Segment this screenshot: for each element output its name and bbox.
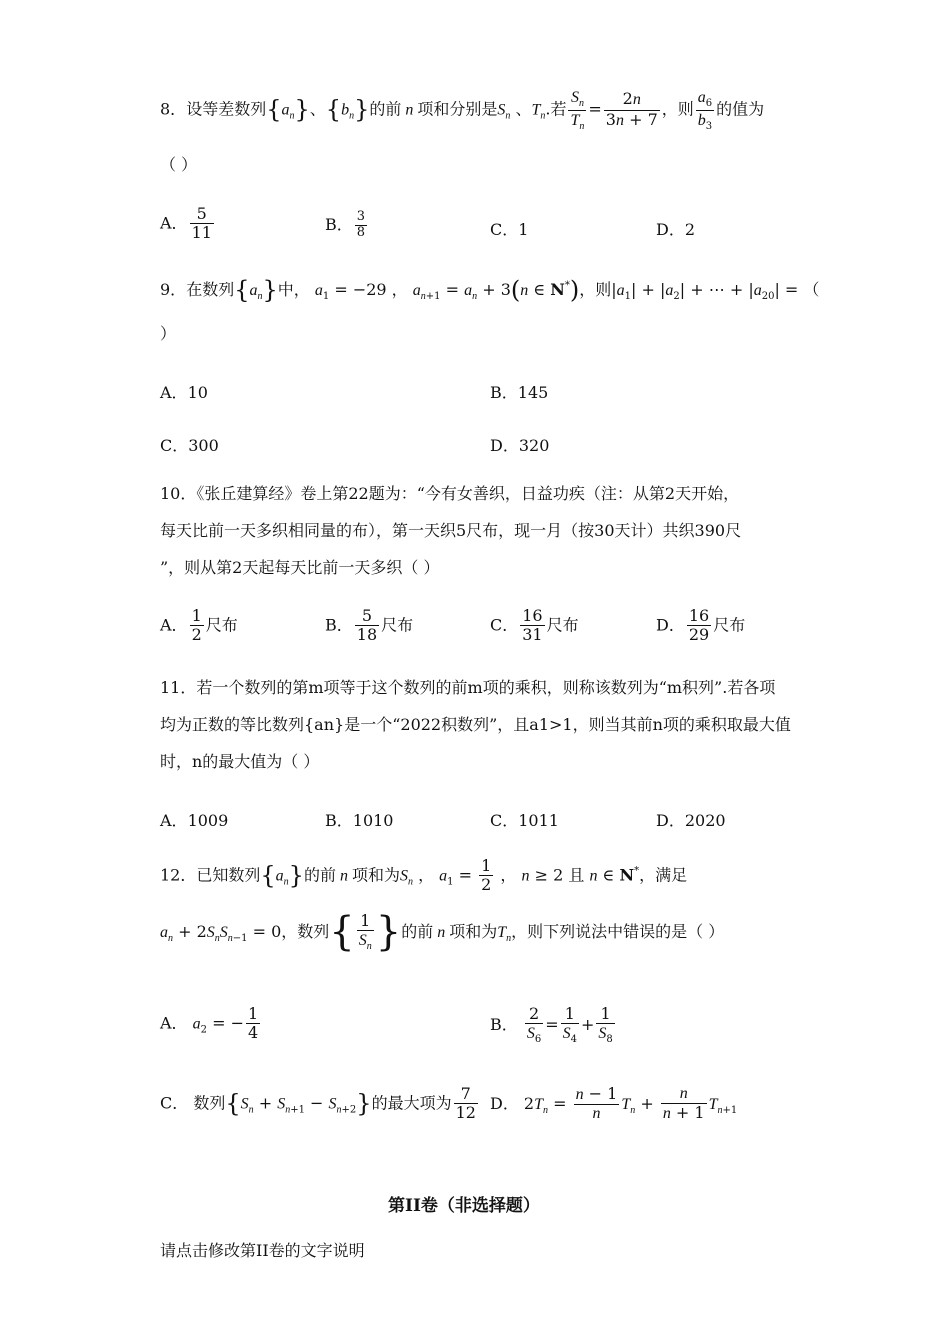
q10-option-a[interactable]: A． $\frac{1}{2}$ 尺布: [160, 606, 238, 645]
q9-stem: 9．在数列$\{a_n\}$中， $a_1 = -29$ ， $a_{n+1} = a_n + 3(n$ ∈ N*)，则$|a_1| + |a_2|$ + ⋯ + $|a_{20}|$ = （: [160, 276, 820, 304]
q10-option-d[interactable]: D． $\frac{16}{29}$ 尺布: [656, 606, 746, 645]
q11-stem-line1: 11．若一个数列的第m项等于这个数列的前m项的乘积，则称该数列为“m积列”.若各项: [160, 678, 776, 697]
q8-option-c[interactable]: C．1: [490, 220, 529, 239]
q8-paren: （ ）: [160, 155, 198, 174]
q8-rhs-fraction: $\frac{2n}{3n + 7}$: [605, 89, 658, 129]
q9-close-paren: ）: [160, 324, 177, 343]
q12-option-c[interactable]: C． 数列$\{S_n + S_{n+1} - S_{n+2}\}$的最大项为 $\frac{7}{12}$: [160, 1084, 476, 1123]
q11-option-b[interactable]: B．1010: [325, 811, 394, 830]
q10-stem-line2: 每天比前一天多织相同量的布），第一天织5尺布，现一月（按30天计）共织390尺: [160, 521, 742, 540]
q11-stem-line2: 均为正数的等比数列{an}是一个“2022积数列”，且a1>1，则当其前n项的乘积取最大值: [160, 715, 791, 734]
q12-stem-line1: 12．已知数列$\{a_n\}$的前 n 项和为$S_n$ ， $a_1$ = $\frac{1}{2}$ ， n ≥ 2 且 n ∈ N*，满足: [160, 856, 688, 895]
q8-stem-line1: 8．设等差数列$\{a_n\}$、$\{b_n\}$的前 n 项和分别是$S_n$ 、$T_n$.若 $\frac{S_n}{T_n}$ = $\frac{2n}{3n + 7}$ ，则 $\frac{a_6}{b_3}$ 的值为: [160, 89, 765, 132]
q9-option-c[interactable]: C．300: [160, 436, 219, 455]
section-note[interactable]: 请点击修改第II卷的文字说明: [160, 1241, 365, 1260]
q10-option-c[interactable]: C． $\frac{16}{31}$ 尺布: [490, 606, 579, 645]
q11-option-c[interactable]: C．1011: [490, 811, 559, 830]
q10-option-b[interactable]: B． $\frac{5}{18}$ 尺布: [325, 606, 414, 645]
q12-option-a[interactable]: A． $a_2$ = − $\frac{1}{4}$: [160, 1004, 259, 1043]
q8-option-b[interactable]: B． $\frac{3}{8}$: [325, 209, 366, 240]
q12-stem-line2: $a_n + 2S_nS_{n-1} = 0$，数列{ $\frac{1}{S_n}$ }的前 n 项和为$T_n$，则下列说法中错误的是（ ）: [160, 909, 725, 955]
q8-option-a[interactable]: A． $\frac{5}{11}$: [160, 204, 212, 243]
q11-option-a[interactable]: A．1009: [160, 811, 229, 830]
q11-option-d[interactable]: D．2020: [656, 811, 726, 830]
q10-stem-line1: 10．《张丘建算经》卷上第22题为：“今有女善织，日益功疾（注：从第2天开始，: [160, 484, 740, 503]
q12-option-b[interactable]: B． $\frac{2}{S_6}$ = $\frac{1}{S_4}$ + $\frac{1}{S_8}$: [490, 1004, 613, 1046]
q12-option-d[interactable]: D． $2T_n$ = $\frac{n - 1}{n}$ $T_n$ + $\frac{n}{n + 1}$ $T_{n+1}$: [490, 1084, 738, 1123]
q11-stem-line3: 时，n的最大值为（ ）: [160, 752, 320, 771]
q8-ratio-fraction: $\frac{S_n}{T_n}$: [570, 89, 585, 132]
q9-option-b[interactable]: B．145: [490, 383, 549, 402]
q8-target-fraction: $\frac{a_6}{b_3}$: [697, 89, 713, 132]
q9-option-d[interactable]: D．320: [490, 436, 550, 455]
section-title: 第II卷（非选择题）: [388, 1196, 540, 1216]
q10-stem-line3: ”，则从第2天起每天比前一天多织（ ）: [160, 558, 440, 577]
q9-option-a[interactable]: A．10: [160, 383, 208, 402]
q8-option-d[interactable]: D．2: [656, 220, 696, 239]
